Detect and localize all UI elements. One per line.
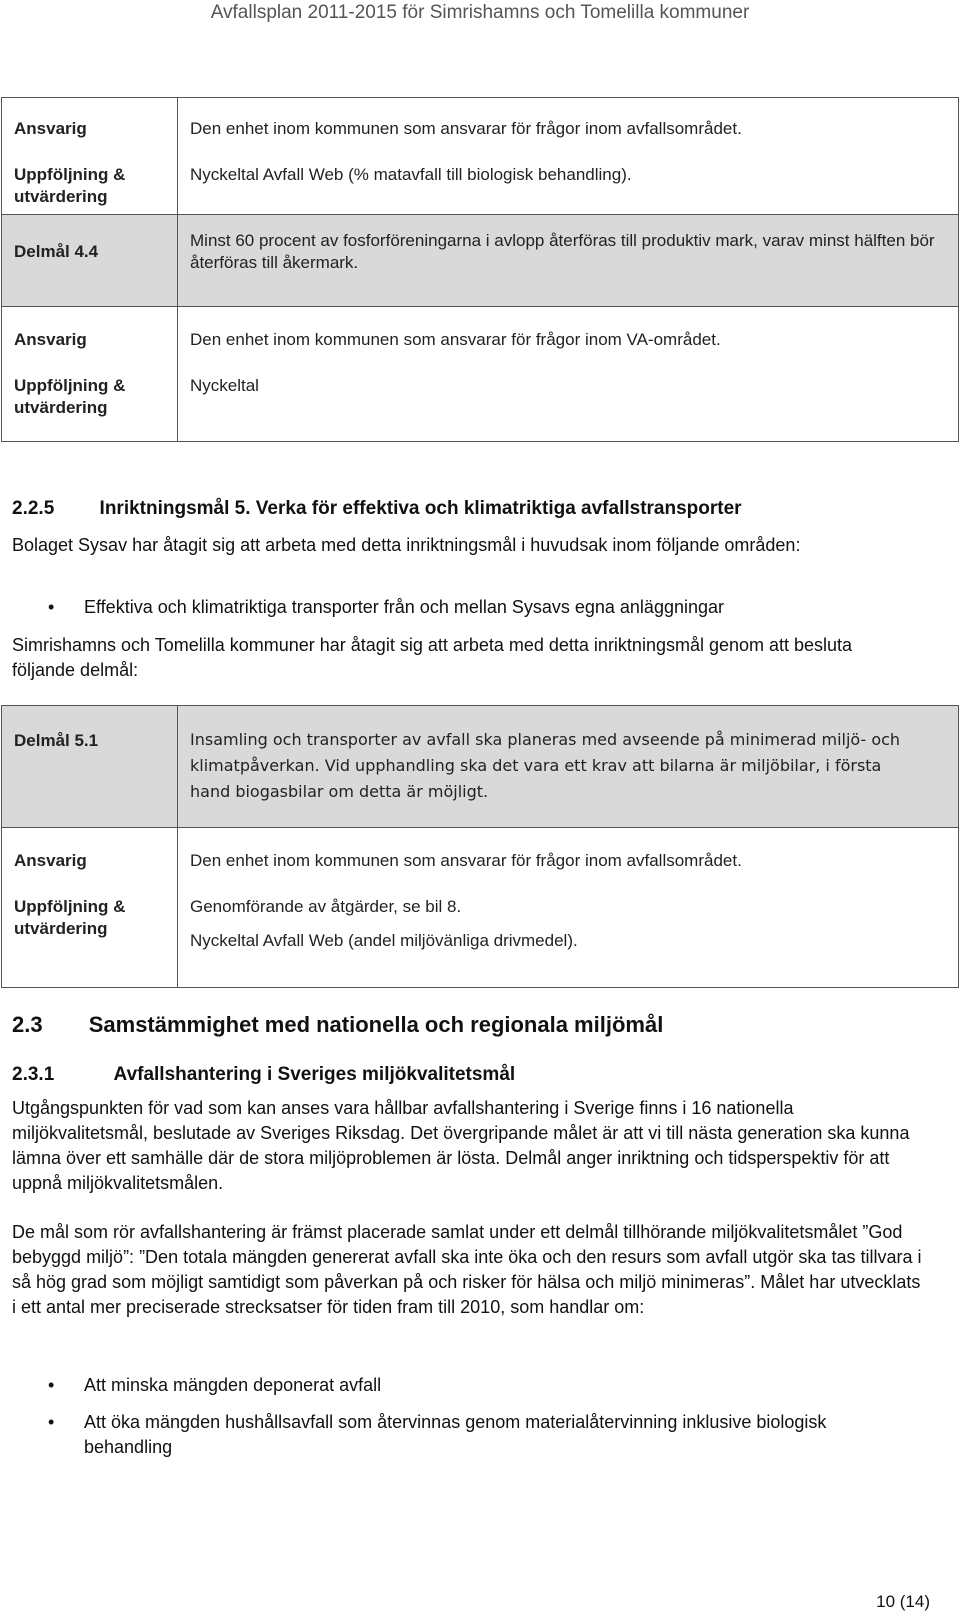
section-number: 2.2.5 [12,498,55,519]
ansvarig-label: Ansvarig [14,851,87,870]
followup-text: Nyckeltal Avfall Web (% matavfall till biologisk behandling). [190,165,632,184]
ansvarig-text: Den enhet inom kommunen som ansvarar för frågor inom VA-området. [190,330,721,349]
page-header: Avfallsplan 2011-2015 för Simrishamns och Tomelilla kommuner [210,2,750,23]
delmal-5-1-text: Insamling och transporter av avfall ska planeras med avseende på minimerad miljö- och klimatpåverkan. Vid upphandling ska det vara ett krav att bilarna är miljöbilar, i första hand biogasbilar om detta är möjligt. [190,730,901,801]
list-item-text: Effektiva och klimatriktiga transporter från och mellan Sysavs egna anläggningar [84,597,725,617]
responsibility-label-cell [2,828,178,988]
section-heading-2-3 [12,1012,663,1038]
outro-paragraph: Simrishamns och Tomelilla kommuner har åtagit sig att arbeta med detta inriktningsmål genom att besluta följande delmål: [12,635,853,680]
section-title: Avfallshantering i Sveriges miljökvalitetsmål [113,1064,516,1085]
followup-text: Genomförande av åtgärder, se bil 8. [190,897,462,916]
bullet-icon: • [48,597,55,617]
delmal-label-cell [2,706,178,828]
section-title: Samstämmighet med nationella och regionala miljömål [88,1012,664,1037]
ansvarig-text: Den enhet inom kommunen som ansvarar för frågor inom avfallsområdet. [190,851,742,870]
responsibility-text-cell [178,307,959,442]
ansvarig-text: Den enhet inom kommunen som ansvarar för frågor inom avfallsområdet. [190,119,742,138]
followup-text: Nyckeltal [190,376,259,395]
list-item-text: Att öka mängden hushållsavfall som återvinnas genom materialåtervinning inklusive biologisk behandling [84,1412,827,1457]
section-number: 2.3.1 [12,1064,55,1085]
paragraph-2: De mål som rör avfallshantering är främst placerade samlat under ett delmål tillhörande miljökvalitetsmålet ”God bebyggd miljö”: ”Den totala mängden genererat avfall ska inte öka och den resurs som avfall utgör ska tas tillvara i så hög grad som möjligt samtidigt som påverkan på och risker för hälsa och miljö minimeras”. Målet har utvecklats i ett antal mer preciserade strecksatser för tiden fram till 2010, som handlar om: [12,1222,922,1317]
followup-label: Uppföljning & utvärdering [14,165,126,206]
delmal-4-4-label: Delmål 4.4 [14,242,99,261]
section-heading-2-2-5 [12,498,742,520]
delmal-4-4-text: Minst 60 procent av fosforföreningarna i avlopp återföras till produktiv mark, varav minst hälften bör återföras till åkermark. [190,231,935,272]
page-number: 10 (14) [876,1592,930,1611]
responsibility-label-cell [2,307,178,442]
bullet-icon: • [48,1412,55,1432]
section-number: 2.3 [12,1012,43,1037]
goal-table-5 [1,705,959,988]
responsibility-text-cell [178,98,959,215]
intro-paragraph: Bolaget Sysav har åtagit sig att arbeta med detta inriktningsmål i huvudsak inom följande områden: [12,535,801,555]
section-heading-2-3-1 [12,1064,515,1086]
delmal-text-cell [178,215,959,307]
followup-label: Uppföljning & utvärdering [14,376,126,417]
ansvarig-label: Ansvarig [14,330,87,349]
list-item [48,1410,928,1460]
followup-label: Uppföljning & utvärdering [14,897,126,938]
section-title: Inriktningsmål 5. Verka för effektiva och klimatriktiga avfallstransporter [99,498,742,519]
goal-table-4 [1,97,959,442]
followup-text: Nyckeltal Avfall Web (andel miljövänliga drivmedel). [190,931,578,950]
delmal-label-cell [2,215,178,307]
responsibility-label-cell [2,98,178,215]
delmal-text-cell [178,706,959,828]
delmal-5-1-label: Delmål 5.1 [14,731,99,750]
bullet-icon: • [48,1375,55,1395]
ansvarig-label: Ansvarig [14,119,87,138]
paragraph-1: Utgångspunkten för vad som kan anses vara hållbar avfallshantering i Sverige finns i 16 nationella miljökvalitetsmål, beslutade av Sveriges Riksdag. Det övergripande målet är att vi till nästa generation ska kunna lämna över ett samhälle där de stora miljöproblemen är lösta. Delmål anger inriktning och tidsperspektiv för att uppnå miljökvalitetsmålen. [12,1098,910,1193]
responsibility-text-cell [178,828,959,988]
list-item-text: Att minska mängden deponerat avfall [84,1375,382,1395]
